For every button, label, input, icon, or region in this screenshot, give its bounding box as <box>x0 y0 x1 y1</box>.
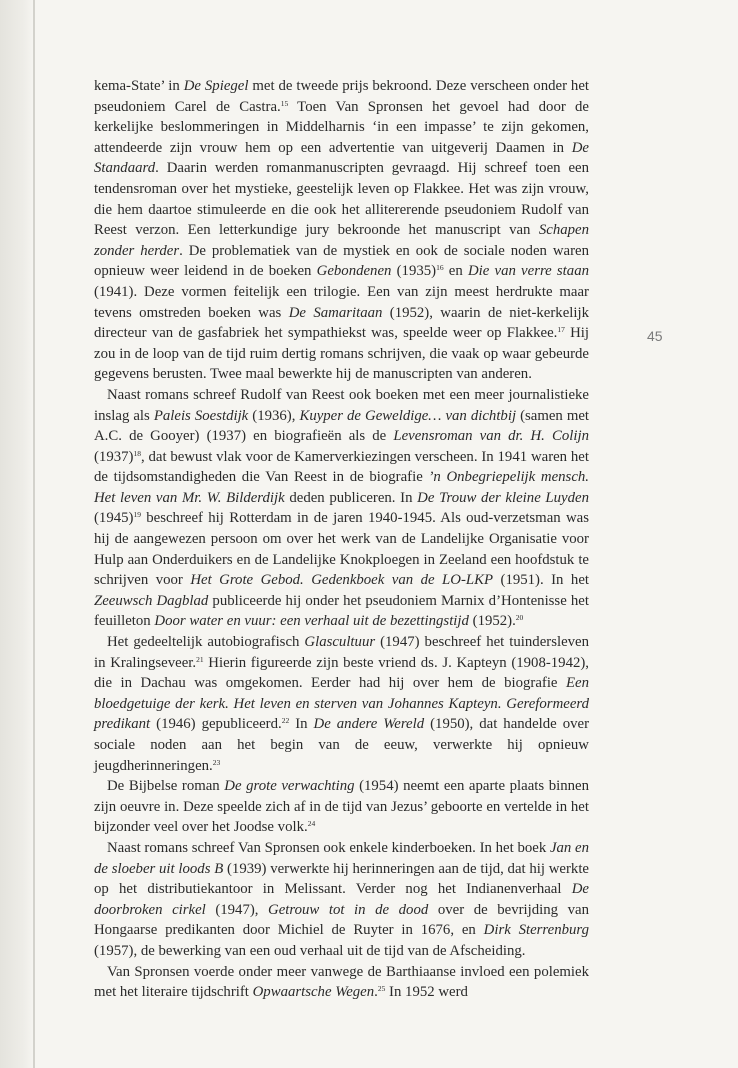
italic-title: De Samaritaan <box>288 304 383 321</box>
text-run: Toen Van Spronsen het gevoel had door de kerkelijke beslommeringen in Middelharnis ‘in een impasse’ te zijn gekomen, attendeerde zijn vrouw hem op een advertentie van uitgeverij Daamen in <box>94 98 589 156</box>
text-run: (1939) verwerkte hij herinneringen aan de tijd, dat hij werkte op het distributiekantoor in Melissant. Verder nog het Indianenverhaal <box>94 860 589 898</box>
text-run: over de bevrijding van Hongaarse predikanten door Michiel de Ruyter in 1676, en <box>94 901 589 939</box>
footnote-ref: 19 <box>133 510 141 520</box>
italic-title: Paleis Soestdijk <box>153 407 249 424</box>
italic-title: Getrouw tot in de dood <box>268 901 429 918</box>
paragraph <box>94 632 589 776</box>
italic-title: De andere Wereld <box>313 716 425 733</box>
footnote-ref: 23 <box>212 757 221 767</box>
text-run: (1954) neemt een aparte plaats binnen zijn oeuvre in. Deze speelde zich af in de tijd van Jezus’ geboorte en vertelde in het bijzonder veel over het Joodse volk. <box>94 778 589 836</box>
italic-title: Die van verre staan <box>467 263 589 280</box>
paragraph <box>94 76 589 385</box>
text-run: publiceerde hij onder het pseudoniem Marnix d’Hontenisse het feuilleton <box>94 592 589 630</box>
text-run: (1935) <box>391 263 437 280</box>
text-run: (1941). Deze vormen feitelijk een trilogie. Een van zijn meest herdrukte maar tevens omstreden boeken was <box>94 283 589 321</box>
italic-title: Het Grote Gebod. Gedenkboek van de LO-LKP <box>190 572 494 589</box>
page-number: 45 <box>647 328 663 344</box>
text-run: . Daarin werden romanmanuscripten gevraagd. Hij schreef toen een tendensroman over het mystieke, geestelijk leven op Flakkee. Het was zijn vrouw, die hem daartoe stimuleerde en die ook het allitererende pseudoniem Rudolf van Reest verzon. Een letterkundige jury bekroonde het manuscript van <box>94 160 589 239</box>
text-run: In <box>289 716 314 733</box>
italic-title: Levensroman van dr. H. Colijn <box>393 428 589 445</box>
page-binding-shadow <box>0 0 34 1068</box>
italic-title: Door water en vuur: een verhaal uit de bezettingstijd <box>154 613 469 630</box>
italic-title: Gebondenen <box>316 263 392 280</box>
page-binding-line <box>33 0 35 1068</box>
text-run: . <box>374 984 378 1001</box>
paragraph <box>94 776 589 838</box>
footnote-ref: 22 <box>281 716 290 726</box>
text-run: beschreef hij Rotterdam in de jaren 1940-1945. Als oud-verzetsman was hij de aangewezen persoon om over het werk van de Landelijke Organisatie voor Hulp aan Onderduikers en de Landelijke Knokploegen in Zeeland een hoofdstuk te schrijven voor <box>94 510 589 589</box>
italic-title: Jan en de sloeber uit loods B <box>94 839 589 877</box>
text-run: (1951). In het <box>493 572 590 589</box>
italic-title: De Standaard <box>94 139 589 177</box>
text-run: Hij zou in de loop van de tijd ruim dertig romans schrijven, die vaak op waar gebeurde gegevens berusten. Twee maal bewerkte hij de manuscripten van anderen. <box>94 325 589 383</box>
paragraph <box>94 385 589 632</box>
footnote-ref: 25 <box>377 984 386 994</box>
footnote-ref: 15 <box>280 98 289 108</box>
italic-title: De doorbroken cirkel <box>94 881 589 918</box>
italic-title: Kuyper de Geweldige… van dichtbij <box>299 407 517 424</box>
italic-title: Een bloedgetuige der kerk. Het leven en sterven van Johannes Kapteyn. Gereformeerd predikant <box>94 675 589 733</box>
italic-title: Zeeuwsch Dagblad <box>94 592 209 609</box>
paragraph <box>94 962 589 1003</box>
italic-title: De Spiegel <box>183 78 249 94</box>
text-run: kema-State’ in <box>94 78 184 94</box>
italic-title: De grote verwachting <box>224 778 355 795</box>
text-run: (1937) <box>94 448 134 465</box>
text-run: (samen met A.C. de Gooyer) (1937) en biografieën als de <box>94 407 590 445</box>
italic-title: Glascultuur <box>304 634 376 651</box>
text-run: Van Spronsen voerde onder meer vanwege de Barthiaanse invloed een polemiek met het literaire tijdschrift <box>94 963 589 1001</box>
text-run: en <box>443 263 468 280</box>
text-run: Het gedeeltelijk autobiografisch <box>107 634 305 651</box>
text-run: (1950), dat handelde over sociale noden aan het begin van de eeuw, verwerkte hij opnieuw jeugdherinneringen. <box>94 716 589 774</box>
text-run: met de tweede prijs bekroond. Deze verscheen onder het pseudoniem Carel de Castra. <box>94 78 589 115</box>
footnote-ref: 24 <box>307 819 316 829</box>
text-run: De Bijbelse roman <box>107 778 225 795</box>
text-run: . De problematiek van de mystiek en ook de sociale noden waren opnieuw weer leidend in de boeken <box>94 242 589 280</box>
text-run: (1957), de bewerking van een oud verhaal uit de tijd van de Afscheiding. <box>94 942 526 959</box>
footnote-ref: 21 <box>196 654 204 664</box>
footnote-ref: 17 <box>557 325 565 335</box>
italic-title: Dirk Sterrenburg <box>483 922 589 939</box>
footnote-ref: 18 <box>133 448 141 458</box>
italic-title: ’n Onbegriepelijk mensch. Het leven van Mr. W. Bilderdijk <box>94 469 589 506</box>
italic-title: Opwaartsche Wegen <box>252 984 375 1001</box>
paragraph <box>94 838 589 962</box>
text-run: (1952). <box>468 613 516 630</box>
text-run: deden publiceren. In <box>284 489 418 506</box>
text-run: (1946) gepubliceerd. <box>150 716 282 733</box>
footnote-ref: 16 <box>436 263 444 273</box>
italic-title: Schapen zonder herder <box>94 222 589 259</box>
text-run: (1947) beschreef het tuindersleven in Kralingseveer. <box>94 634 589 671</box>
text-run: (1947), <box>205 901 269 918</box>
text-run: (1936), <box>248 407 300 424</box>
text-run: Naast romans schreef Van Spronsen ook enkele kinderboeken. In het boek <box>107 839 550 856</box>
body-text <box>94 76 589 1003</box>
text-run: Hierin figureerde zijn beste vriend ds. J. Kapteyn (1908-1942), die in Dachau was omgekomen. Eerder had hij over hem de biografie <box>94 654 589 692</box>
italic-title: De Trouw der kleine Luyden <box>417 489 589 506</box>
text-run: In 1952 werd <box>385 984 468 1001</box>
text-run: (1945) <box>94 510 134 527</box>
text-run: (1952), waarin de niet-kerkelijk directeur van de gasfabriek het sympathiekst was, speelde weer op Flakkee. <box>94 304 589 342</box>
text-run: , dat bewust vlak voor de Kamerverkiezingen verscheen. In 1941 waren het de tijdsomstandigheden die Van Reest in de biografie <box>94 448 589 486</box>
text-run: Naast romans schreef Rudolf van Reest ook boeken met een meer journalistieke inslag als <box>94 386 589 424</box>
footnote-ref: 20 <box>515 613 524 623</box>
